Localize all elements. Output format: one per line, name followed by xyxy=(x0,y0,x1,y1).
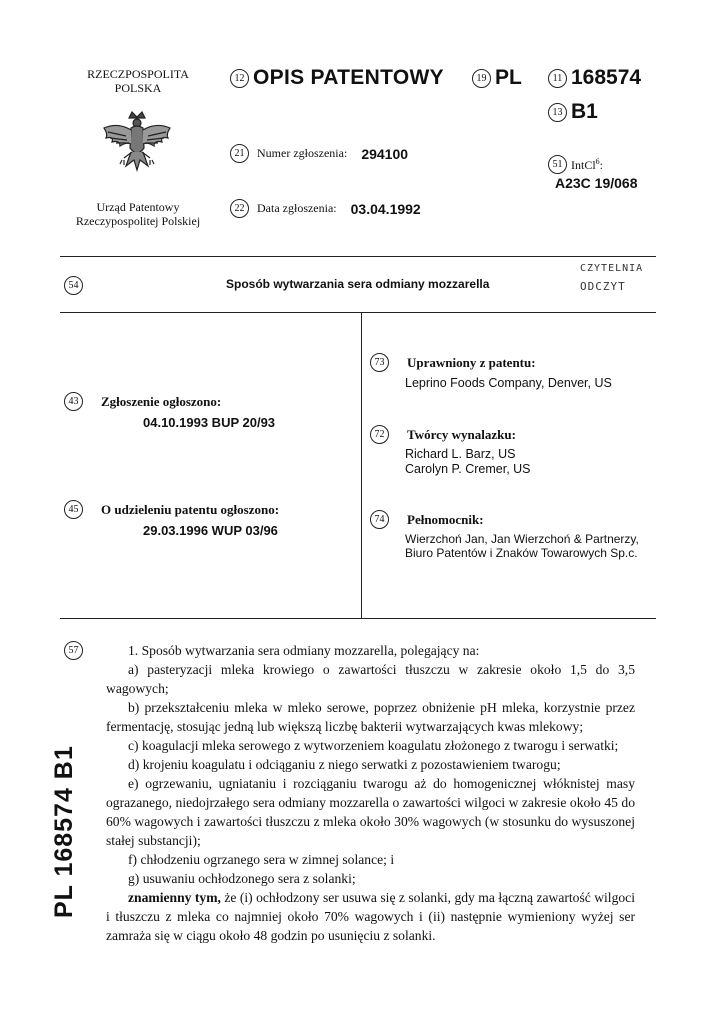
intcl-label xyxy=(571,158,603,172)
inid-code-43: 43 xyxy=(64,392,83,411)
claim-characterizing-text: że (i) ochłodzony ser usuwa się z solanki, gdy ma łączną zawartość wilgoci i tłuszczu z mleka co najmniej około 70% wagowych i (ii) następnie wymieniony wyżej ser zamraża się w ciągu około 48 godzin po usunięciu z solanki. xyxy=(106,890,635,943)
intcl-row xyxy=(548,155,603,174)
filing-date: 03.04.1992 xyxy=(350,200,421,217)
country-code-block xyxy=(472,66,522,90)
country-code: PL xyxy=(495,66,522,89)
title-row xyxy=(64,276,83,295)
intcl-value: A23C 19/068 xyxy=(555,175,638,191)
claim-step-a: a) pasteryzacji mleka krowiego o zawartości tłuszczu w zakresie około 1,5 do 3,5 wagowych; xyxy=(106,662,635,696)
stamp-line2: ODCZYT xyxy=(580,280,626,293)
inid-code-57: 57 xyxy=(64,641,83,660)
country-line2: POLSKA xyxy=(114,81,162,95)
intcl-colon: : xyxy=(599,157,604,172)
office-line1: Urząd Patentowy xyxy=(96,200,180,214)
country-line1: RZECZPOSPOLITA xyxy=(87,67,189,81)
column-divider xyxy=(361,312,362,618)
announcement-value: 04.10.1993 BUP 20/93 xyxy=(143,415,276,430)
claim-characterizing-keyword: znamienny tym, xyxy=(128,890,221,905)
claim-step-e: e) ogrzewaniu, ugniataniu i rozciąganiu twarogu aż do homogenicznej włóknistej masy ograzanego, niedojrzałego sera odmiany mozzarella o zawartości wilgoci w zakresie około 45 do 60% wagowych i zawartości tłuszczu z mleka około 30% wagowych (w stosunku do wysuszonej stałej substancji); xyxy=(106,776,635,848)
inid-code-21: 21 xyxy=(230,144,249,163)
inid-code-13: 13 xyxy=(548,103,567,122)
claim-step-g: g) usuwaniu ochłodzonego sera z solanki; xyxy=(128,871,356,886)
inid-code-74: 74 xyxy=(370,510,389,529)
patent-number: 168574 xyxy=(571,66,642,89)
application-number: 294100 xyxy=(361,145,409,162)
patent-title: Sposób wytwarzania sera odmiany mozzarella xyxy=(226,277,490,291)
inid-code-12: 12 xyxy=(230,69,249,88)
rule-bottom xyxy=(60,618,656,619)
grant-value: 29.03.1996 WUP 03/96 xyxy=(143,523,278,538)
application-number-label: Numer zgłoszenia: xyxy=(257,146,348,160)
inid-code-54: 54 xyxy=(64,276,83,295)
side-patent-label: PL 168574 B1 xyxy=(50,745,78,918)
inid-code-22: 22 xyxy=(230,199,249,218)
application-number-row xyxy=(230,144,408,163)
intcl-label-text: IntCl xyxy=(571,157,596,172)
patent-office-name xyxy=(56,200,220,228)
announcement-label: Zgłoszenie ogłoszono: xyxy=(101,393,222,409)
doc-type-row xyxy=(230,66,444,90)
claim-text xyxy=(106,641,635,945)
filing-date-row xyxy=(230,199,421,218)
eagle-emblem-icon xyxy=(98,108,176,184)
holder-value: Leprino Foods Company, Denver, US xyxy=(405,376,612,390)
inid-code-72: 72 xyxy=(370,425,389,444)
intcl-edition: 6 xyxy=(595,156,600,166)
grant-label: O udzieleniu patentu ogłoszono: xyxy=(101,501,280,517)
claim-step-b: b) przekształceniu mleka w mleko serowe, poprzez obniżenie pH mleka, korzystnie przez fermentację, stosując jedną lub większą liczbę bakterii wytwarzających kwas mlekowy; xyxy=(106,700,635,734)
patent-holder-block xyxy=(370,353,660,390)
claim-intro: 1. Sposób wytwarzania sera odmiany mozzarella, polegający na: xyxy=(128,643,480,658)
inid-code-19: 19 xyxy=(472,69,491,88)
kind-code: B1 xyxy=(571,100,598,123)
inventors-label: Twórcy wynalazku: xyxy=(407,426,516,442)
rule-title xyxy=(60,312,656,313)
document-type: OPIS PATENTOWY xyxy=(253,66,444,89)
kind-code-block xyxy=(548,100,598,124)
claim-step-d: d) krojeniu koagulatu i odciąganiu z niego serwatki z pozostawieniem twarogu; xyxy=(128,757,561,772)
inventor-2: Carolyn P. Cremer, US xyxy=(405,462,531,476)
attorney-line1: Wierzchoń Jan, Jan Wierzchoń & Partnerzy, xyxy=(405,532,639,546)
announcement-block xyxy=(64,392,354,430)
attorney-label: Pełnomocnik: xyxy=(407,511,484,527)
claim-characterizing xyxy=(106,888,635,945)
claim-step-f: f) chłodzeniu ogrzanego sera w zimnej solance; i xyxy=(128,852,395,867)
claim-step-c: c) koagulacji mleka serowego z wytworzeniem koagulatu złożonego z twarogu i serwatki; xyxy=(128,738,619,753)
inid-code-73: 73 xyxy=(370,353,389,372)
holder-label: Uprawniony z patentu: xyxy=(407,354,536,370)
patent-number-block xyxy=(548,66,641,90)
inid-code-45: 45 xyxy=(64,500,83,519)
office-line2: Rzeczypospolitej Polskiej xyxy=(75,214,201,228)
country-name xyxy=(70,67,206,95)
inventor-1: Richard L. Barz, US xyxy=(405,447,516,461)
inid-code-11: 11 xyxy=(548,69,567,88)
filing-date-label: Data zgłoszenia: xyxy=(257,201,337,215)
stamp-line1: CZYTELNIA xyxy=(580,263,644,274)
attorney-block xyxy=(370,510,670,560)
inid-code-51: 51 xyxy=(548,155,567,174)
rule-top xyxy=(60,256,656,257)
abstract-code xyxy=(64,641,83,660)
library-stamp xyxy=(580,260,650,296)
inventors-block xyxy=(370,425,660,476)
grant-announcement-block xyxy=(64,500,359,538)
attorney-line2: Biuro Patentów i Znaków Towarowych Sp.c. xyxy=(405,546,638,560)
